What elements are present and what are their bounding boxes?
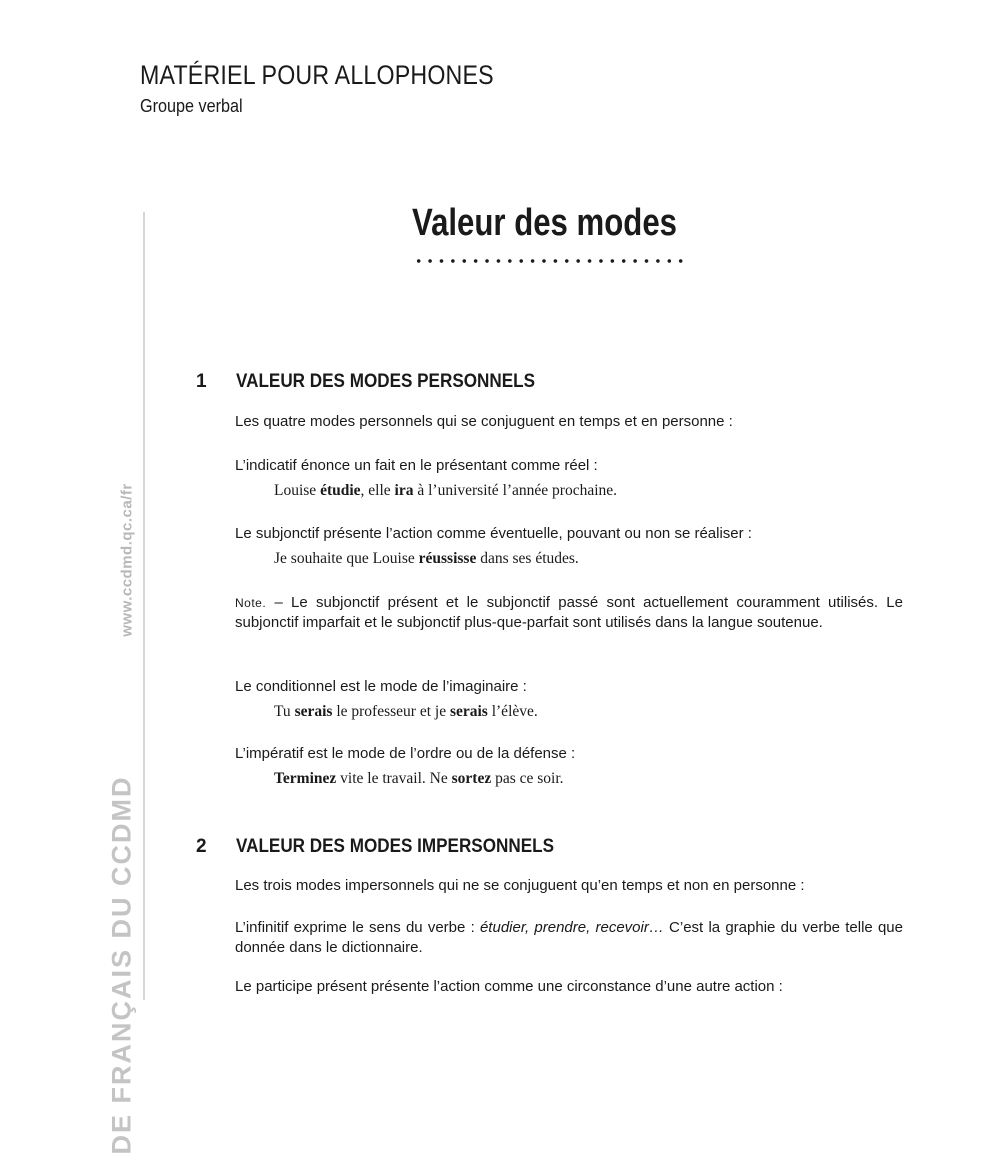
side-rule	[143, 212, 145, 1000]
imperatif-example: Terminez vite le travail. Ne sortez pas ce soir.	[274, 770, 564, 787]
section-2-heading: VALEUR DES MODES IMPERSONNELS	[236, 836, 554, 857]
section-1-heading: VALEUR DES MODES PERSONNELS	[236, 371, 535, 392]
side-url: www.ccdmd.qc.ca/fr	[118, 483, 136, 637]
infinitif-paragraph: L’infinitif exprime le sens du verbe : étudier, prendre, recevoir… C’est la graphie du verbe telle que donnée dans le dictionnaire.	[235, 919, 903, 956]
header-title: MATÉRIEL POUR ALLOPHONES	[140, 60, 494, 90]
imperatif-text: L’impératif est le mode de l’ordre ou de la défense :	[235, 745, 576, 762]
section-1-number: 1	[196, 371, 207, 392]
indicatif-example: Louise étudie, elle ira à l’université l’année prochaine.	[274, 482, 618, 499]
page-title: Valeur des modes	[412, 202, 677, 244]
header-subtitle: Groupe verbal	[140, 96, 243, 116]
note-label: Note.	[235, 596, 267, 610]
subjonctif-text: Le subjonctif présente l’action comme éventuelle, pouvant ou non se réaliser :	[235, 525, 752, 542]
section-2-number: 2	[196, 836, 207, 857]
side-brand: DE FRANÇAIS DU CCDMD	[106, 775, 137, 1155]
subjonctif-example: Je souhaite que Louise réussisse dans ses études.	[274, 550, 579, 567]
title-dotted-rule	[413, 257, 689, 265]
indicatif-text: L’indicatif énonce un fait en le présentant comme réel :	[235, 457, 598, 474]
conditionnel-text: Le conditionnel est le mode de l’imaginaire :	[235, 678, 527, 695]
note-paragraph: Note. – Le subjonctif présent et le subjonctif passé sont actuellement couramment utilisés. Le subjonctif imparfait et le subjonctif plus-que-parfait sont utilisés dans la langue soutenue.	[235, 594, 903, 631]
section-1-intro: Les quatre modes personnels qui se conjuguent en temps et en personne :	[235, 413, 733, 430]
conditionnel-example: Tu serais le professeur et je serais l’élève.	[274, 703, 538, 720]
section-2-intro: Les trois modes impersonnels qui ne se conjuguent qu’en temps et non en personne :	[235, 877, 805, 894]
participe-text: Le participe présent présente l’action comme une circonstance d’une autre action :	[235, 978, 783, 995]
